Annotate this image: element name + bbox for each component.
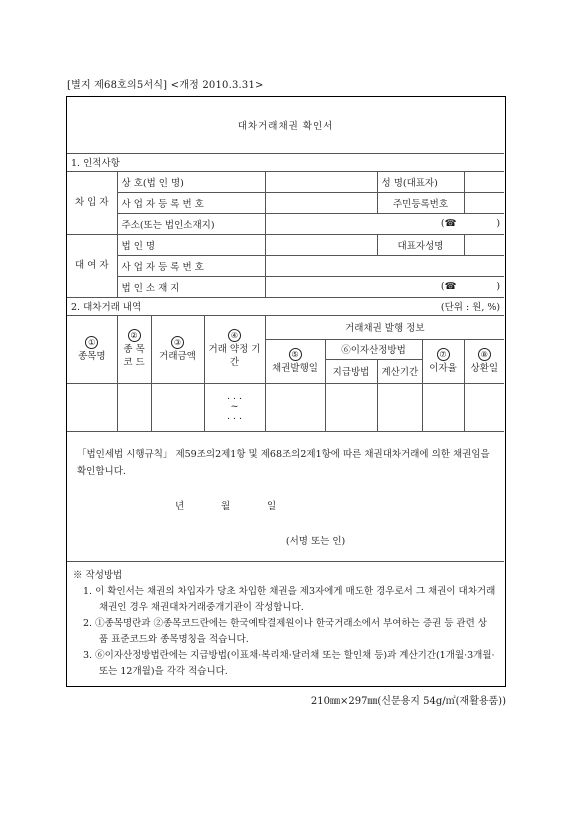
col-payment-method-header: 지급방법 — [325, 359, 377, 383]
calc-period-cell[interactable] — [377, 383, 422, 431]
borrower-label: 차 입 자 — [67, 171, 117, 234]
borrower-resident-reg-label: 주민등록번호 — [377, 192, 464, 213]
borrower-company-name-label: 상 호(법 인 명) — [117, 171, 265, 192]
lender-corp-address-label: 법 인 소 재 지 — [117, 276, 265, 297]
col-issue-date-header: ⑤ 채권발행일 — [265, 339, 325, 383]
borrower-business-reg-field[interactable] — [265, 192, 377, 213]
contract-period-cell[interactable]: . . . ~ . . . — [204, 383, 265, 431]
col-amount-header: ③ 거래금액 — [151, 315, 204, 383]
lender-rep-name-label: 대표자성명 — [377, 234, 464, 255]
borrower-business-reg-label: 사 업 자 등 록 번 호 — [117, 192, 265, 213]
lender-corp-name-field[interactable] — [265, 234, 377, 255]
date-line[interactable]: 년 월 일 — [175, 500, 278, 512]
signature-line[interactable]: (서명 또는 인) — [285, 535, 346, 547]
borrower-address-field[interactable]: (☎ ) — [265, 213, 504, 234]
borrower-name-label: 성 명(대표자) — [377, 171, 464, 192]
amount-cell[interactable] — [151, 383, 204, 431]
phone-icon: ☎ — [444, 281, 457, 292]
borrower-address-label: 주소(또는 법인소재지) — [117, 213, 265, 234]
lender-label: 대 여 자 — [67, 234, 117, 297]
confirmation-statement — [67, 431, 504, 561]
interest-rate-cell[interactable] — [422, 383, 464, 431]
col-maturity-header: ⑧ 상환일 — [464, 339, 504, 383]
borrower-company-name-field[interactable] — [265, 171, 377, 192]
borrower-name-field[interactable] — [464, 171, 504, 192]
statement-text: 「법인세법 시행규칙」 제59조의2제1항 및 제68조의2제1항에 따른 채권대차거래에 의한 채권임을 확인합니다. — [77, 448, 490, 477]
col-interest-rate-header: ⑦ 이자율 — [422, 339, 464, 383]
lender-corp-address-field[interactable]: (☎ ) — [265, 276, 504, 297]
instruction-item: 2. ①종목명란과 ②종목코드란에는 한국예탁결제원이나 한국거래소에서 부여하는 증권 등 관련 상품 표준코드와 종목명칭을 적습니다. — [83, 617, 487, 645]
section2-unit: (단위 : 원, %) — [377, 297, 504, 315]
lender-corp-name-label: 법 인 명 — [117, 234, 265, 255]
phone-icon: ☎ — [444, 218, 457, 229]
lender-business-reg-label: 사 업 자 등 록 번 호 — [117, 255, 265, 276]
instruction-item: 3. ⑥이자산정방법란에는 지급방법(이표채·복리채·달러채 또는 할인채 등)과 계산기간(1개월·3개월·또는 12개월)을 각각 적습니다. — [83, 649, 495, 677]
form-table — [67, 97, 504, 681]
col-item-name-header: ① 종목명 — [67, 315, 117, 383]
interest-method-header: ⑥이자산정방법 — [325, 339, 422, 359]
instructions — [67, 561, 504, 681]
col-contract-period-header: ④ 거래 약정 기간 — [204, 315, 265, 383]
issue-info-header: 거래채권 발행 정보 — [265, 315, 504, 339]
issue-date-cell[interactable] — [265, 383, 325, 431]
payment-method-cell[interactable] — [325, 383, 377, 431]
lender-business-reg-field[interactable] — [265, 255, 504, 276]
instruction-item: 1. 이 확인서는 채권의 차입자가 당초 차입한 채권을 제3자에게 매도한 경우로서 그 채권이 대차거래채권인 경우 채권대차거래중개기관이 작성합니다. — [83, 585, 496, 613]
item-code-cell[interactable] — [117, 383, 151, 431]
col-item-code-header: ② 종 목 코 드 — [117, 315, 151, 383]
maturity-cell[interactable] — [464, 383, 504, 431]
section2-label: 2. 대차거래 내역 — [67, 297, 377, 315]
item-name-cell[interactable] — [67, 383, 117, 431]
form-title: 대차거래채권 확인서 — [67, 97, 504, 153]
instructions-heading: ※ 작성방법 — [73, 569, 123, 581]
col-calc-period-header: 계산기간 — [377, 359, 422, 383]
form-reference-note: [별지 제68호의5서식] <개정 2010.3.31> — [67, 80, 264, 91]
lender-rep-name-field[interactable] — [464, 234, 504, 255]
loan-bond-confirmation-form — [66, 96, 506, 687]
paper-spec-note: 210㎜×297㎜(신문용지 54g/㎡(재활용품)) — [310, 696, 506, 707]
section1-label: 1. 인적사항 — [67, 153, 504, 171]
borrower-resident-reg-field[interactable] — [464, 192, 504, 213]
